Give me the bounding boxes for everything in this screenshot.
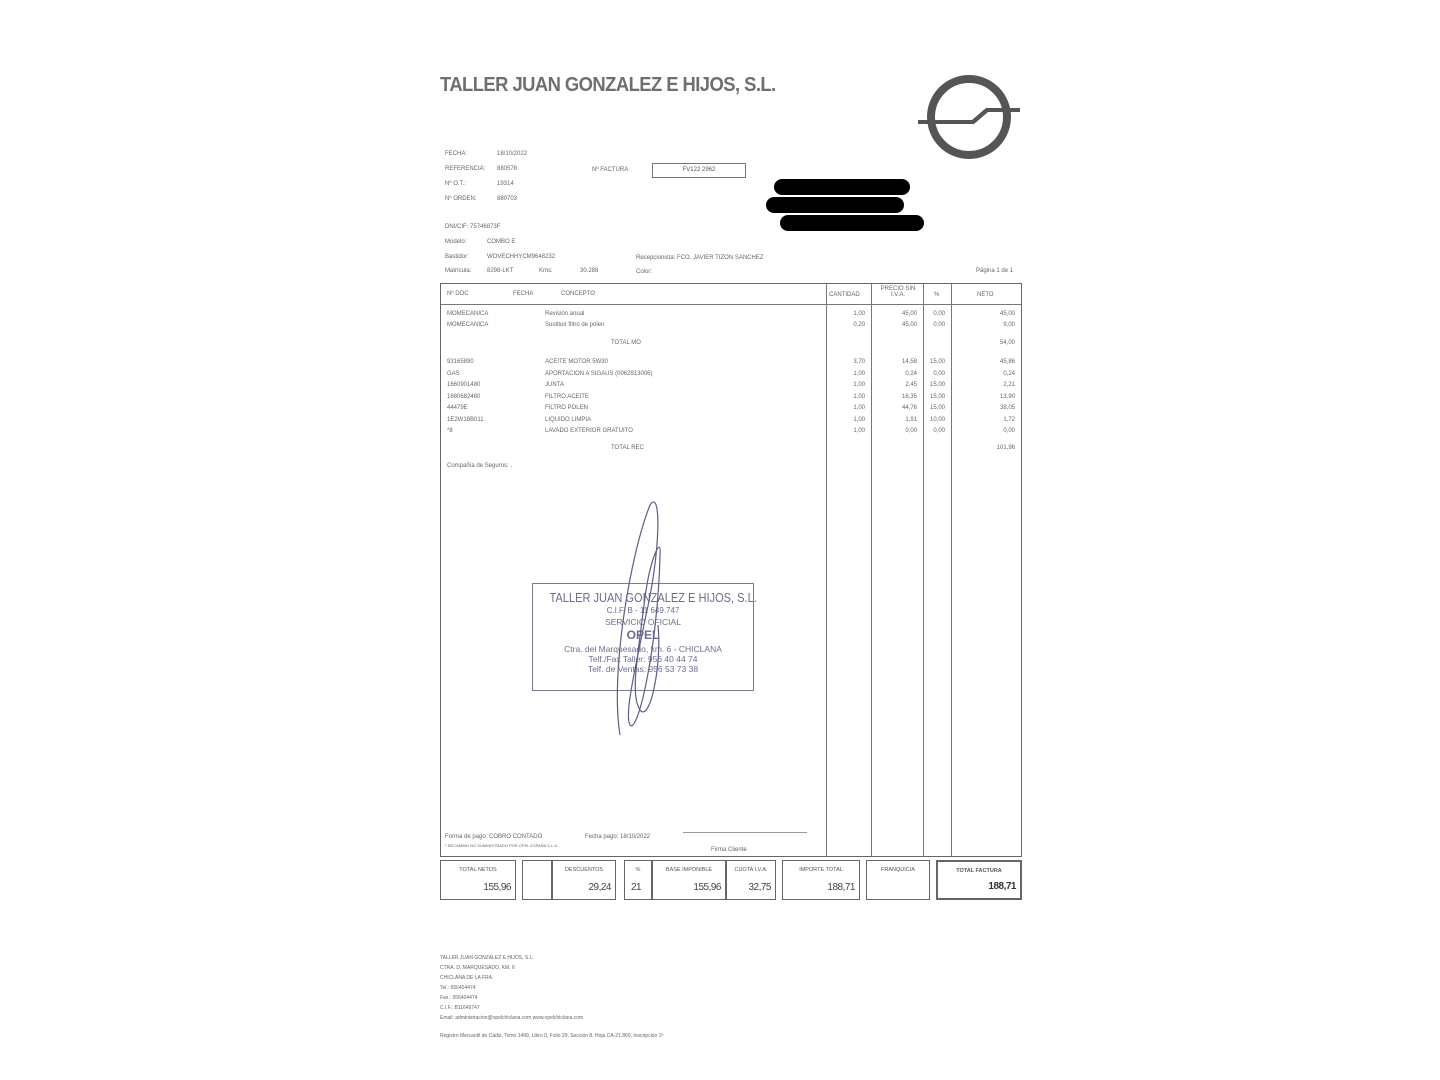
- stamp-line: SERVICIO OFICIAL: [605, 617, 681, 627]
- total-label: IMPORTE TOTAL: [799, 867, 843, 873]
- total-box: [552, 860, 616, 900]
- total-box: [782, 860, 860, 900]
- frame-label: Bastidor:: [445, 254, 469, 260]
- footer: [440, 953, 663, 1041]
- col-header-date: FECHA: [513, 291, 534, 297]
- row-price: 45,00: [901, 311, 917, 317]
- total-box: [440, 860, 516, 900]
- footer-line: Tel.: 956404474: [440, 985, 476, 991]
- redaction-bar: [774, 179, 910, 195]
- reception-label: Recepcionista:: [636, 255, 676, 261]
- grand-total-box: [936, 860, 1022, 900]
- signature-scribble: [600, 495, 680, 740]
- col-header-pct: %: [934, 292, 940, 298]
- total-label: FRANQUICIA: [881, 867, 915, 873]
- field-label: REFERENCIA:: [445, 166, 486, 172]
- stamp-line: Telf. de Ventas: 956 53 73 38: [587, 664, 699, 674]
- row-pct: 10,00: [929, 417, 945, 423]
- total-box: [866, 860, 930, 900]
- payment-form-label: Forma de pago:: [445, 834, 488, 840]
- row-net: 45,00: [999, 311, 1015, 317]
- subtotal-label: TOTAL REC: [611, 445, 644, 451]
- row-concept: LAVADO EXTERIOR GRATUITO: [545, 428, 633, 434]
- payment-note: * RECAMBIO NO SUMINISTRADO POR OPEL ESPAÑA S.L.U.: [445, 843, 559, 848]
- model-label: Modelo:: [445, 239, 467, 245]
- total-label: DESCUENTOS: [564, 867, 604, 873]
- frame-value: WOVECHHYCM9648232: [487, 254, 556, 260]
- row-qty: 1,00: [853, 382, 865, 388]
- row-code: 1E2W18B011: [447, 417, 484, 423]
- row-pct: 0,00: [933, 371, 945, 377]
- payment-form-value: COBRO CONTADO: [489, 834, 543, 840]
- field-label: FECHA:: [445, 151, 468, 157]
- row-price: 44,76: [901, 405, 917, 411]
- row-concept: Sustituir filtro de polen: [545, 322, 605, 328]
- total-label: CUOTA I.V.A.: [734, 867, 768, 873]
- row-pct: 15,00: [929, 394, 945, 400]
- stamp-line: Ctra. del Marquesado, km. 6 - CHICLANA: [564, 644, 722, 654]
- row-qty: 1,00: [853, 311, 865, 317]
- company-name: TALLER JUAN GONZALEZ E HIJOS, S.L.: [440, 74, 776, 96]
- row-pct: 15,00: [929, 405, 945, 411]
- payment-date-value: 18/10/2022: [620, 834, 651, 840]
- stamp-line: TALLER JUAN GONZALEZ E HIJOS, S.L.: [549, 590, 757, 605]
- row-qty: 1,00: [853, 405, 865, 411]
- row-concept: FILTRO POLEN: [545, 405, 588, 411]
- invoice-lines-table: [440, 283, 1022, 857]
- row-qty: 1,00: [853, 417, 865, 423]
- row-code: 1660901480: [447, 382, 481, 388]
- row-qty: 1,00: [853, 371, 865, 377]
- opel-logo-icon: [914, 72, 1024, 162]
- footer-line: TALLER JUAN GONZALEZ E HIJOS, S.L.: [440, 955, 534, 961]
- row-pct: 15,00: [929, 359, 945, 365]
- invoice-number: FV122 2962: [652, 163, 746, 178]
- row-concept: JUNTA: [545, 382, 564, 388]
- footer-line: Email: administracion@opelchiclana.com www.opelchiclana.com: [440, 1015, 584, 1021]
- row-price: 16,35: [901, 394, 917, 400]
- row-code: *8: [447, 428, 453, 434]
- row-concept: ACEITE MOTOR 5W30: [545, 359, 608, 365]
- total-value: 32,75: [748, 882, 771, 893]
- footer-line: CHICLANA DE LA FRA.: [440, 975, 494, 981]
- total-value: 29,24: [588, 882, 611, 893]
- insurance-label: Compañía de Seguros: ,: [447, 463, 513, 469]
- reception-value: FCO. JAVIER TIZON SANCHEZ: [677, 255, 764, 261]
- field-label: Nº ORDEN:: [445, 196, 477, 202]
- stamp-line: C.I.F. B - 11 649.747: [606, 606, 680, 615]
- row-net: 0,24: [1003, 371, 1015, 377]
- footer-line: Fax.: 956404474: [440, 995, 478, 1001]
- field-label: Nº O.T.:: [445, 181, 466, 187]
- total-value: 188,71: [827, 882, 855, 893]
- row-net: 2,21: [1003, 382, 1015, 388]
- row-pct: 0,00: [933, 428, 945, 434]
- col-header-price: PRECIO SIN I.V.A.: [880, 286, 916, 298]
- row-concept: APORTACION A SIGAUS (0062913006): [545, 371, 653, 377]
- total-label: TOTAL NETOS: [459, 867, 497, 873]
- row-concept: LIQUIDO LIMPIA: [545, 417, 592, 423]
- row-net: 9,00: [1003, 322, 1015, 328]
- total-box: [726, 860, 776, 900]
- row-price: 45,00: [901, 322, 917, 328]
- page-indicator: Página 1 de 1: [976, 268, 1014, 274]
- row-net: 38,05: [999, 405, 1015, 411]
- row-qty: 3,70: [853, 359, 865, 365]
- row-price: 0,24: [905, 371, 917, 377]
- signature-label: Firma Cliente: [711, 847, 747, 853]
- row-code: 93165890: [447, 359, 474, 365]
- row-qty: 1,00: [853, 394, 865, 400]
- row-price: 1,91: [905, 417, 917, 423]
- plate-label: Matrícula:: [445, 268, 472, 274]
- subtotal-label: TOTAL MO: [611, 340, 641, 346]
- total-label: BASE IMPONIBLE: [665, 867, 713, 873]
- row-code: GAS: [447, 371, 460, 377]
- row-price: 14,58: [901, 359, 917, 365]
- km-value: 30.288: [580, 268, 599, 274]
- row-net: 1,72: [1003, 417, 1015, 423]
- color-label: Color:: [636, 269, 653, 275]
- row-net: 0,00: [1003, 428, 1015, 434]
- col-header-doc: Nº DOC: [447, 291, 469, 297]
- total-box: [522, 860, 552, 900]
- row-net: 45,86: [999, 359, 1015, 365]
- invoice-label: Nº FACTURA: [592, 167, 629, 173]
- dni-value: 75746873F: [470, 224, 501, 230]
- total-box: [624, 860, 652, 900]
- subtotal-value: 54,00: [999, 340, 1015, 346]
- row-code: MOMECANICA: [447, 311, 489, 317]
- stamp-line: OPEL: [626, 628, 660, 642]
- row-pct: 0,00: [933, 311, 945, 317]
- field-value: 18/10/2022: [497, 151, 528, 157]
- total-label: TOTAL FACTURA: [956, 868, 1002, 874]
- row-price: 2,45: [905, 382, 917, 388]
- row-code: 44479E: [447, 405, 468, 411]
- total-value: 21: [631, 882, 642, 893]
- field-value: 880578: [497, 166, 518, 172]
- redaction-bar: [766, 197, 904, 213]
- row-pct: 15,00: [929, 382, 945, 388]
- total-value: 155,96: [483, 882, 511, 893]
- col-header-qty: CANTIDAD: [829, 292, 860, 298]
- row-qty: 1,00: [853, 428, 865, 434]
- subtotal-value: 101,96: [996, 445, 1015, 451]
- col-header-net: NETO: [977, 292, 994, 298]
- grand-total-value: 188,71: [988, 881, 1016, 892]
- stamp-line: Telf./Fax Taller: 956 40 44 74: [588, 654, 698, 664]
- model-value: COMBO E: [487, 239, 516, 245]
- col-header-concept: CONCEPTO: [561, 291, 595, 297]
- row-code: 1680682480: [447, 394, 481, 400]
- footer-line: Registro Mercantil de Cádiz, Tomo 1499, Libro 0, Folio 29, Sección 8, Hoja CA-21.860, Inscripción 1ª: [440, 1033, 664, 1039]
- row-concept: FILTRO ACEITE: [545, 394, 589, 400]
- field-value: 19314: [497, 181, 514, 187]
- total-label: %: [635, 867, 641, 873]
- total-box: [652, 860, 726, 900]
- km-label: Kms:: [539, 268, 553, 274]
- row-pct: 0,00: [933, 322, 945, 328]
- total-value: 155,96: [693, 882, 721, 893]
- footer-line: C.I.F.: B11649747: [440, 1005, 480, 1011]
- field-value: 880703: [497, 196, 518, 202]
- row-concept: Revisión anual: [545, 311, 585, 317]
- row-code: MOMECANICA: [447, 322, 489, 328]
- plate-value: 8298-LKT: [487, 268, 514, 274]
- dni-label: DNI/CIF:: [445, 224, 469, 230]
- footer-line: CTRA. D. MARQUESADO, KM. 6: [440, 965, 515, 971]
- row-qty: 0,20: [853, 322, 865, 328]
- redaction-bar: [780, 215, 924, 231]
- signature-line: [683, 832, 807, 833]
- row-price: 0,00: [905, 428, 917, 434]
- row-net: 13,90: [999, 394, 1015, 400]
- payment-date-label: Fecha pago:: [585, 834, 619, 840]
